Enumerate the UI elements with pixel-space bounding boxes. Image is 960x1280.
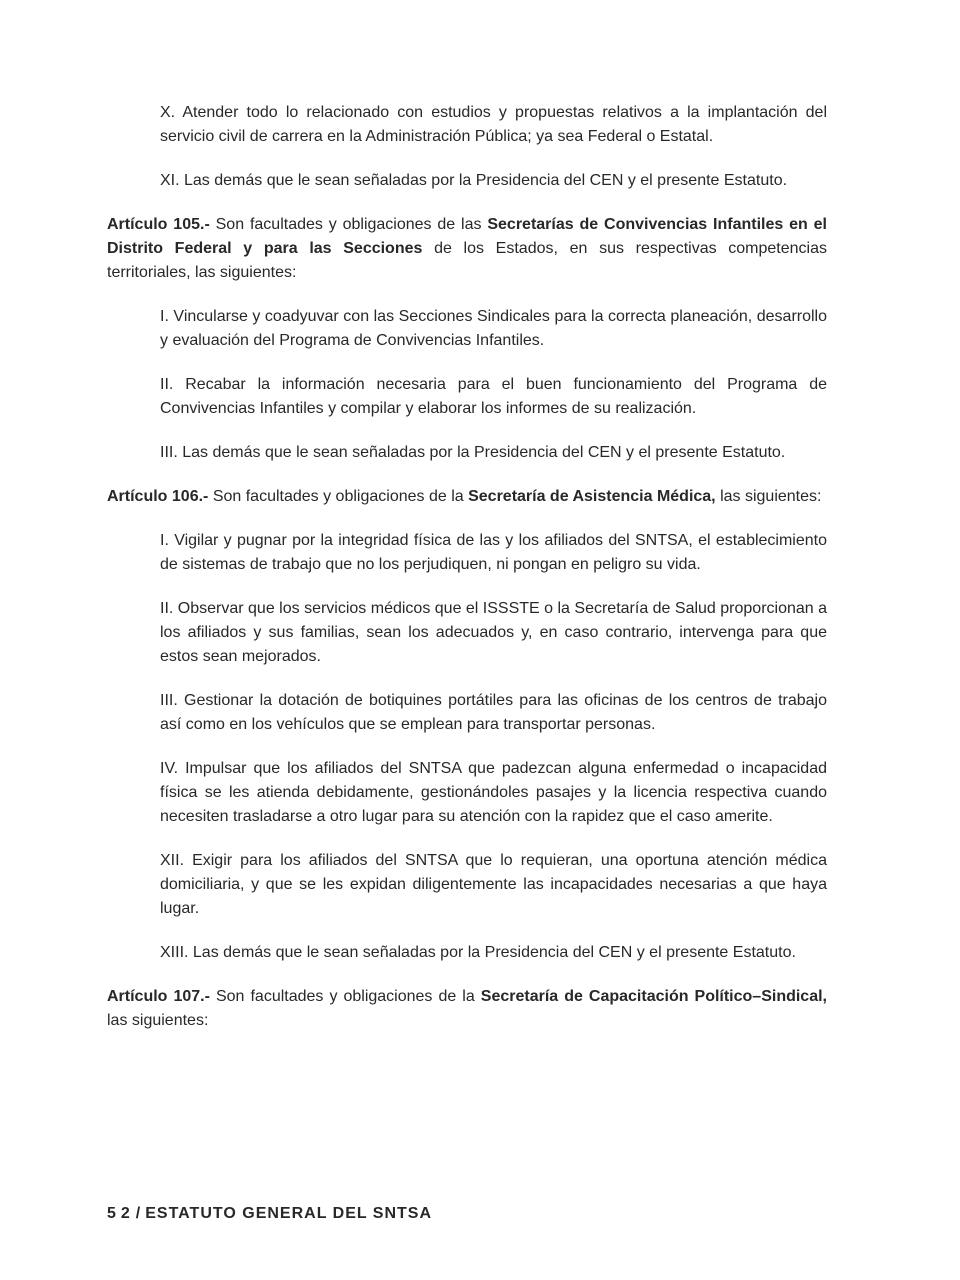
body-text: III. Gestionar la dotación de botiquines portátiles para las oficinas de los centros de trabajo así como en los vehículos que se emplean para transportar personas. bbox=[160, 692, 827, 733]
body-text: I. Vincularse y coadyuvar con las Secciones Sindicales para la correcta planeación, desarrollo y evaluación del Programa de Convivencias Infantiles. bbox=[160, 308, 827, 349]
body-text: XI. Las demás que le sean señaladas por la Presidencia del CEN y el presente Estatuto. bbox=[160, 172, 788, 189]
body-text: XIII. Las demás que le sean señaladas por la Presidencia del CEN y el presente Estatuto. bbox=[160, 944, 796, 961]
page-number: 52 bbox=[107, 1205, 135, 1222]
list-item-paragraph bbox=[160, 689, 827, 737]
list-item-paragraph bbox=[160, 101, 827, 149]
list-item-paragraph bbox=[160, 849, 827, 921]
body-text: Son facultades y obligaciones de las bbox=[215, 216, 488, 233]
page-footer bbox=[107, 1205, 432, 1223]
body-text: II. Recabar la información necesaria para el buen funcionamiento del Programa de Convivencias Infantiles y compilar y elaborar los informes de su realización. bbox=[160, 376, 827, 417]
footer-title: ESTATUTO GENERAL DEL SNTSA bbox=[145, 1205, 433, 1222]
body-text: III. Las demás que le sean señaladas por la Presidencia del CEN y el presente Estatuto. bbox=[160, 444, 786, 461]
body-text: I. Vigilar y pugnar por la integridad física de las y los afiliados del SNTSA, el establecimiento de sistemas de trabajo que no los perjudiquen, ni pongan en peligro su vida. bbox=[160, 532, 827, 573]
bold-text: Secretarías de Convivencias Infantiles en el Distrito Federal y para las Secciones bbox=[107, 216, 827, 257]
bold-text: Secretaría de Asistencia Médica, bbox=[468, 488, 716, 505]
bold-text: Artículo 106.- bbox=[107, 488, 213, 505]
footer-separator: / bbox=[135, 1205, 141, 1222]
body-text: X. Atender todo lo relacionado con estudios y propuestas relativos a la implantación del servicio civil de carrera en la Administración Pública; ya sea Federal o Estatal. bbox=[160, 104, 827, 145]
list-item-paragraph bbox=[160, 441, 827, 465]
list-item-paragraph bbox=[160, 597, 827, 669]
body-text: las siguientes: bbox=[107, 1012, 209, 1029]
bold-text: Artículo 107.- bbox=[107, 988, 216, 1005]
body-text: las siguientes: bbox=[715, 488, 822, 505]
list-item-paragraph bbox=[160, 373, 827, 421]
article-paragraph bbox=[107, 985, 827, 1033]
body-text: IV. Impulsar que los afiliados del SNTSA que padezcan alguna enfermedad o incapacidad física se les atienda debidamente, gestionándoles pasajes y la licencia respectiva cuando necesiten trasladarse a otro lugar para su atención con la rapidez que el caso amerite. bbox=[160, 760, 827, 825]
list-item-paragraph bbox=[160, 305, 827, 353]
document-body bbox=[107, 101, 827, 1053]
body-text: II. Observar que los servicios médicos que el ISSSTE o la Secretaría de Salud proporcionan a los afiliados y sus familias, sean los adecuados y, en caso contrario, intervenga para que estos sean mejorados. bbox=[160, 600, 828, 665]
body-text: Son facultades y obligaciones de la bbox=[215, 988, 481, 1005]
list-item-paragraph bbox=[160, 757, 827, 829]
article-paragraph bbox=[107, 485, 827, 509]
body-text: de los Estados, en sus respectivas competencias territoriales, las siguientes: bbox=[107, 240, 827, 281]
bold-text: Artículo 105.- bbox=[107, 216, 216, 233]
list-item-paragraph bbox=[160, 169, 827, 193]
body-text: Son facultades y obligaciones de la bbox=[212, 488, 469, 505]
bold-text: Secretaría de Capacitación Político–Sindical, bbox=[480, 988, 827, 1005]
body-text: XII. Exigir para los afiliados del SNTSA que lo requieran, una oportuna atención médica domiciliaria, y que se les expidan diligentemente las incapacidades necesarias a que haya lugar. bbox=[160, 852, 827, 917]
article-paragraph bbox=[107, 213, 827, 285]
list-item-paragraph bbox=[160, 529, 827, 577]
list-item-paragraph bbox=[160, 941, 827, 965]
